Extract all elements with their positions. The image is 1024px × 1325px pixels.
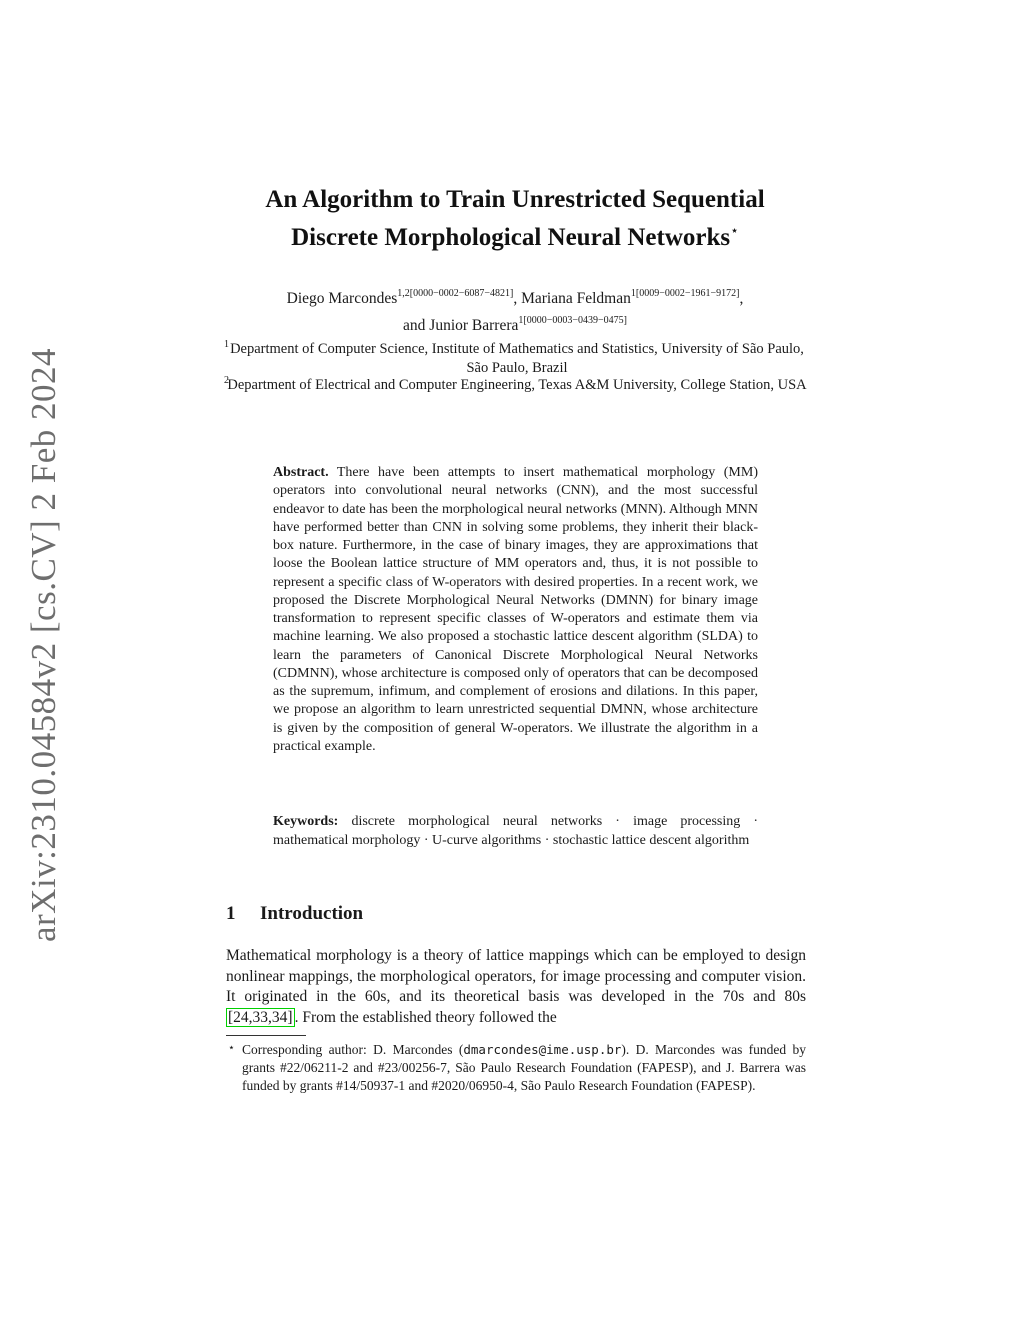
citation-ref[interactable]: 33 xyxy=(252,1008,269,1026)
author-orcid: 1[0009−0002−1961−9172] xyxy=(630,288,740,299)
section-title: Introduction xyxy=(260,903,364,924)
affiliation-mark: 2 xyxy=(224,375,229,386)
affiliation-1 xyxy=(222,340,812,377)
affiliation-text: Department of Computer Science, Institute of Mathematics and Statistics, University of São Paulo, São Paulo, Brazil xyxy=(230,341,804,376)
footnote-text: ). D. Marcondes was funded by grants #22/06211-2 and #23/00256-7, São Paulo Research Foundation (FAPESP), and J. Barrera was funded by grants #14/50937-1 and #2020/06950-4, São Paulo Research Foundation (FAPESP). xyxy=(242,1042,806,1094)
keywords-label: Keywords: xyxy=(273,814,339,829)
email-link[interactable]: dmarcondes@ime.usp.br xyxy=(463,1042,622,1057)
author-conjunction: and xyxy=(403,317,426,334)
introduction-paragraph xyxy=(226,946,806,1028)
keywords-text: discrete morphological neural networks · image processing · mathematical morphology · U-curve algorithms · stochastic lattice descent algorithm xyxy=(273,814,759,848)
affiliation-2 xyxy=(222,376,812,395)
arxiv-identifier: arXiv:2310.04584v2 [cs.CV] 2 Feb 2024 xyxy=(24,347,63,943)
citation-link[interactable]: [24,33,34] xyxy=(228,1008,293,1026)
section-number: 1 xyxy=(226,903,236,924)
abstract-text: There have been attempts to insert mathematical morphology (MM) operators into convolutional neural networks (CNN), and the most successful endeavor to date has been the morphological neural networks (MNN). Although MNN have performed better than CNN in solving some problems, they inherit their black-box nature. Furthermore, in the case of binary images, they are approximations that loose the Boolean lattice structure of MM operators and, thus, it is not possible to represent a specific class of W-operators with desired properties. In a recent work, we proposed the Discrete Morphological Neural Networks (DMNN) for binary image transformation to represent specific classes of W-operators and estimate them via machine learning. We also proposed a stochastic lattice descent algorithm (SLDA) to learn the parameters of Canonical Discrete Morphological Neural Networks (CDMNN), whose architecture is composed only of operators that can be decomposed as the supremum, infimum, and complement of erosions and dilations. In this paper, we propose an algorithm to learn unrestricted sequential DMNN, whose architecture is given by the composition of general W-operators. We illustrate the algorithm in a practical example. xyxy=(273,465,758,754)
footnote-mark: ⋆ xyxy=(228,1042,235,1054)
footnote-text: Corresponding author: D. Marcondes ( xyxy=(242,1042,464,1057)
citation-ref[interactable]: 24 xyxy=(233,1008,249,1026)
abstract xyxy=(273,464,758,756)
title-footnote-mark: ⋆ xyxy=(730,224,739,239)
author-name: Junior Barrera xyxy=(429,317,519,334)
author-separator: , xyxy=(739,290,744,307)
author-separator: , xyxy=(513,290,518,307)
paper-title xyxy=(200,184,830,254)
abstract-label: Abstract. xyxy=(273,465,329,480)
footnote-divider xyxy=(226,1035,306,1036)
author-orcid: 1,2[0000−0002−6087−4821] xyxy=(397,288,514,299)
intro-text: Mathematical morphology is a theory of lattice mappings which can be employed to design nonlinear mappings, the morphological operators, for image processing and computer vision. It originated in the 60s, and its theoretical basis was developed in the 70s and 80s xyxy=(226,947,806,1005)
affiliation-mark: 1 xyxy=(224,339,229,350)
intro-text: . From the established theory followed the xyxy=(294,1008,557,1026)
citation-ref[interactable]: 34 xyxy=(271,1008,288,1026)
author-name: Diego Marcondes xyxy=(286,290,398,307)
title-line-1: An Algorithm to Train Unrestricted Sequential xyxy=(265,186,765,213)
author-orcid: 1[0000−0003−0439−0475] xyxy=(518,315,627,326)
affiliation-text: Department of Electrical and Computer Engineering, Texas A&M University, College Station, USA xyxy=(227,377,807,393)
author-list xyxy=(200,283,830,337)
author-name: Mariana Feldman xyxy=(521,290,631,307)
title-line-2: Discrete Morphological Neural Networks xyxy=(291,224,731,251)
keywords xyxy=(273,813,758,850)
footnote xyxy=(226,1041,806,1096)
section-heading xyxy=(226,903,363,925)
